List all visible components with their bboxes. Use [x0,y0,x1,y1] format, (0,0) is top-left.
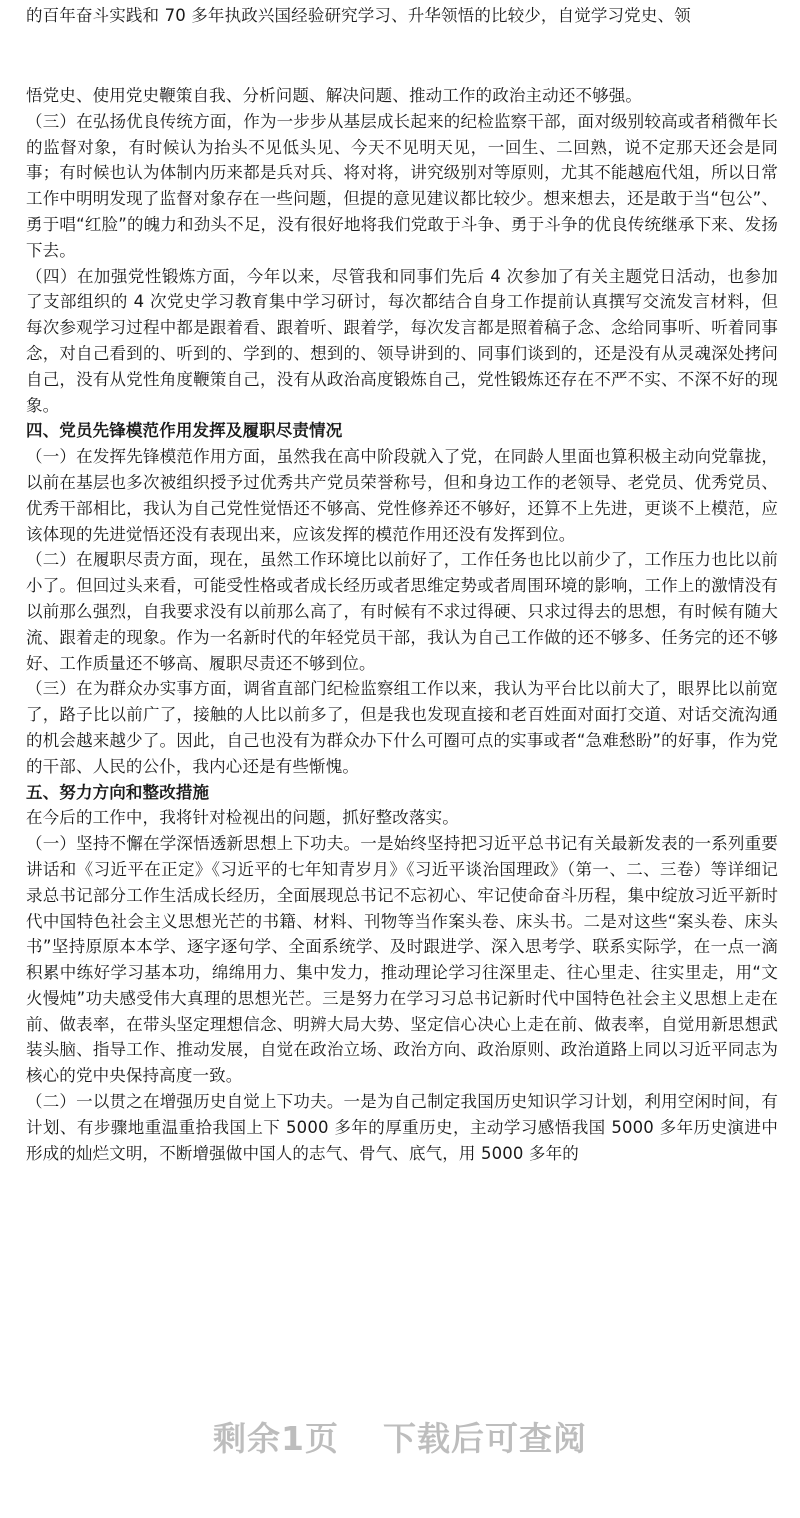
paragraph-fragment-top: 的百年奋斗实践和 70 多年执政兴国经验研究学习、升华领悟的比较少，自觉学习党史、领 [26,6,691,25]
page-top-fragment [26,3,778,29]
paragraph-continuation: 悟党史、使用党史鞭策自我、分析问题、解决问题、推动工作的政治主动还不够强。 [26,86,643,105]
download-hint-label: 下载后可查阅 [382,1419,587,1458]
paragraph-history-awareness: （二）一以贯之在增强历史自觉上下功夫。一是为自己制定我国历史知识学习计划，利用空闲时间，有计划、有步骤地重温重拾我国上下 5000 多年的厚重历史，主动学习感悟我国 5000 多年历史演进中形成的灿烂文明，不断增强做中国人的志气、骨气、底气，用 5000 多年的 [26,1092,778,1163]
paragraph-party-spirit: （四）在加强党性锻炼方面，今年以来，尽管我和同事们先后 4 次参加了有关主题党日活动，也参加了支部组织的 4 次党史学习教育集中学习研讨，每次都结合自身工作提前认真撰写交流发言材料，但每次参观学习过程中都是跟着看、跟着听、跟着学，每次发言都是照着稿子念、念给同事听、听着同事念，对自己看到的、听到的、学到的、想到的、领导讲到的、同事们谈到的，还是没有从灵魂深处拷问自己，没有从党性角度鞭策自己，没有从政治高度锻炼自己，党性锻炼还存在不严不实、不深不好的现象。 [26,266,778,415]
paragraph-rectification-intro: 在今后的工作中，我将针对检视出的问题，抓好整改落实。 [26,808,459,828]
section-heading-4: 四、党员先锋模范作用发挥及履职尽责情况 [26,421,343,441]
document-body [26,83,778,1166]
paragraph-serving-masses: （三）在为群众办实事方面，调省直部门纪检监察组工作以来，我认为平台比以前大了，眼界比以前宽了，路子比以前广了，接触的人比以前多了，但是我也发现直接和老百姓面对面打交道、对话交流沟通的机会越来越少了。因此，自己也没有为群众办下什么可圈可点的实事或者“急难愁盼”的好事，作为党的干部、人民的公仆，我内心还是有些惭愧。 [26,679,778,776]
paragraph-study-thought: （一）坚持不懈在学深悟透新思想上下功夫。一是始终坚持把习近平总书记有关最新发表的一系列重要讲话和《习近平在正定》《习近平的七年知青岁月》《习近平谈治国理政》（第一、二、三卷）等详细记录总书记部分工作生活成长经历，全面展现总书记不忘初心、牢记使命奋斗历程，集中绽放习近平新时代中国特色社会主义思想光芒的书籍、材料、刊物等当作案头卷、床头书。二是对这些“案头卷、床头书”坚持原原本本学、逐字逐句学、全面系统学、及时跟进学、深入思考学、联系实际学，在一点一滴积累中练好学习基本功，绵绵用力、集中发力，推动理论学习往深里走、往心里走、往实里走，用“文火慢炖”功夫感受伟大真理的思想光芒。三是努力在学习习总书记新时代中国特色社会主义思想上走在前、做表率，在带头坚定理想信念、明辨大局大势、坚定信心决心上走在前、做表率，自觉用新思想武装头脑、指导工作、推动发展，自觉在政治立场、政治方向、政治原则、政治道路上同以习近平同志为核心的党中央保持高度一致。 [26,834,778,1086]
paragraph-vanguard-role: （一）在发挥先锋模范作用方面，虽然我在高中阶段就入了党，在同龄人里面也算积极主动向党靠拢，以前在基层也多次被组织授予过优秀共产党员荣誉称号，但和身边工作的老领导、老党员、优秀党员、优秀干部相比，我认为自己党性觉悟还不够高、党性修养还不够好，还算不上先进，更谈不上模范，应该体现的先进觉悟还没有表现出来，应该发挥的模范作用还没有发挥到位。 [26,447,778,544]
paragraph-tradition: （三）在弘扬优良传统方面，作为一步步从基层成长起来的纪检监察干部，面对级别较高或者稍微年长的监督对象，有时候认为抬头不见低头见、今天不见明天见，一回生、二回熟，说不定那天还会是同事；有时候也认为体制内历来都是兵对兵、将对将，讲究级别对等原则，尤其不能越庖代俎，所以日常工作中明明发现了监督对象存在一些问题，但提的意见建议都比较少。想来想去，还是敢于当“包公”、勇于唱“红脸”的魄力和劲头不足，没有很好地将我们党敢于斗争、勇于斗争的优良传统继承下来、发扬下去。 [26,111,778,260]
remaining-pages-label: 剩余1页 [213,1419,339,1458]
paragraph-duty-performance: （二）在履职尽责方面，现在，虽然工作环境比以前好了，工作任务也比以前少了，工作压力也比以前小了。但回过头来看，可能受性格或者成长经历或者思维定势或者周围环境的影响，工作上的激情没有以前那么强烈，自我要求没有以前那么高了，有时候有不求过得硬、只求过得去的思想，有时候有随大流、跟着走的现象。作为一名新时代的年轻党员干部，我认为自己工作做的还不够多、任务完的还不够好、工作质量还不够高、履职尽责还不够到位。 [26,550,778,673]
download-prompt[interactable] [0,1413,800,1460]
section-heading-5: 五、努力方向和整改措施 [26,782,210,802]
